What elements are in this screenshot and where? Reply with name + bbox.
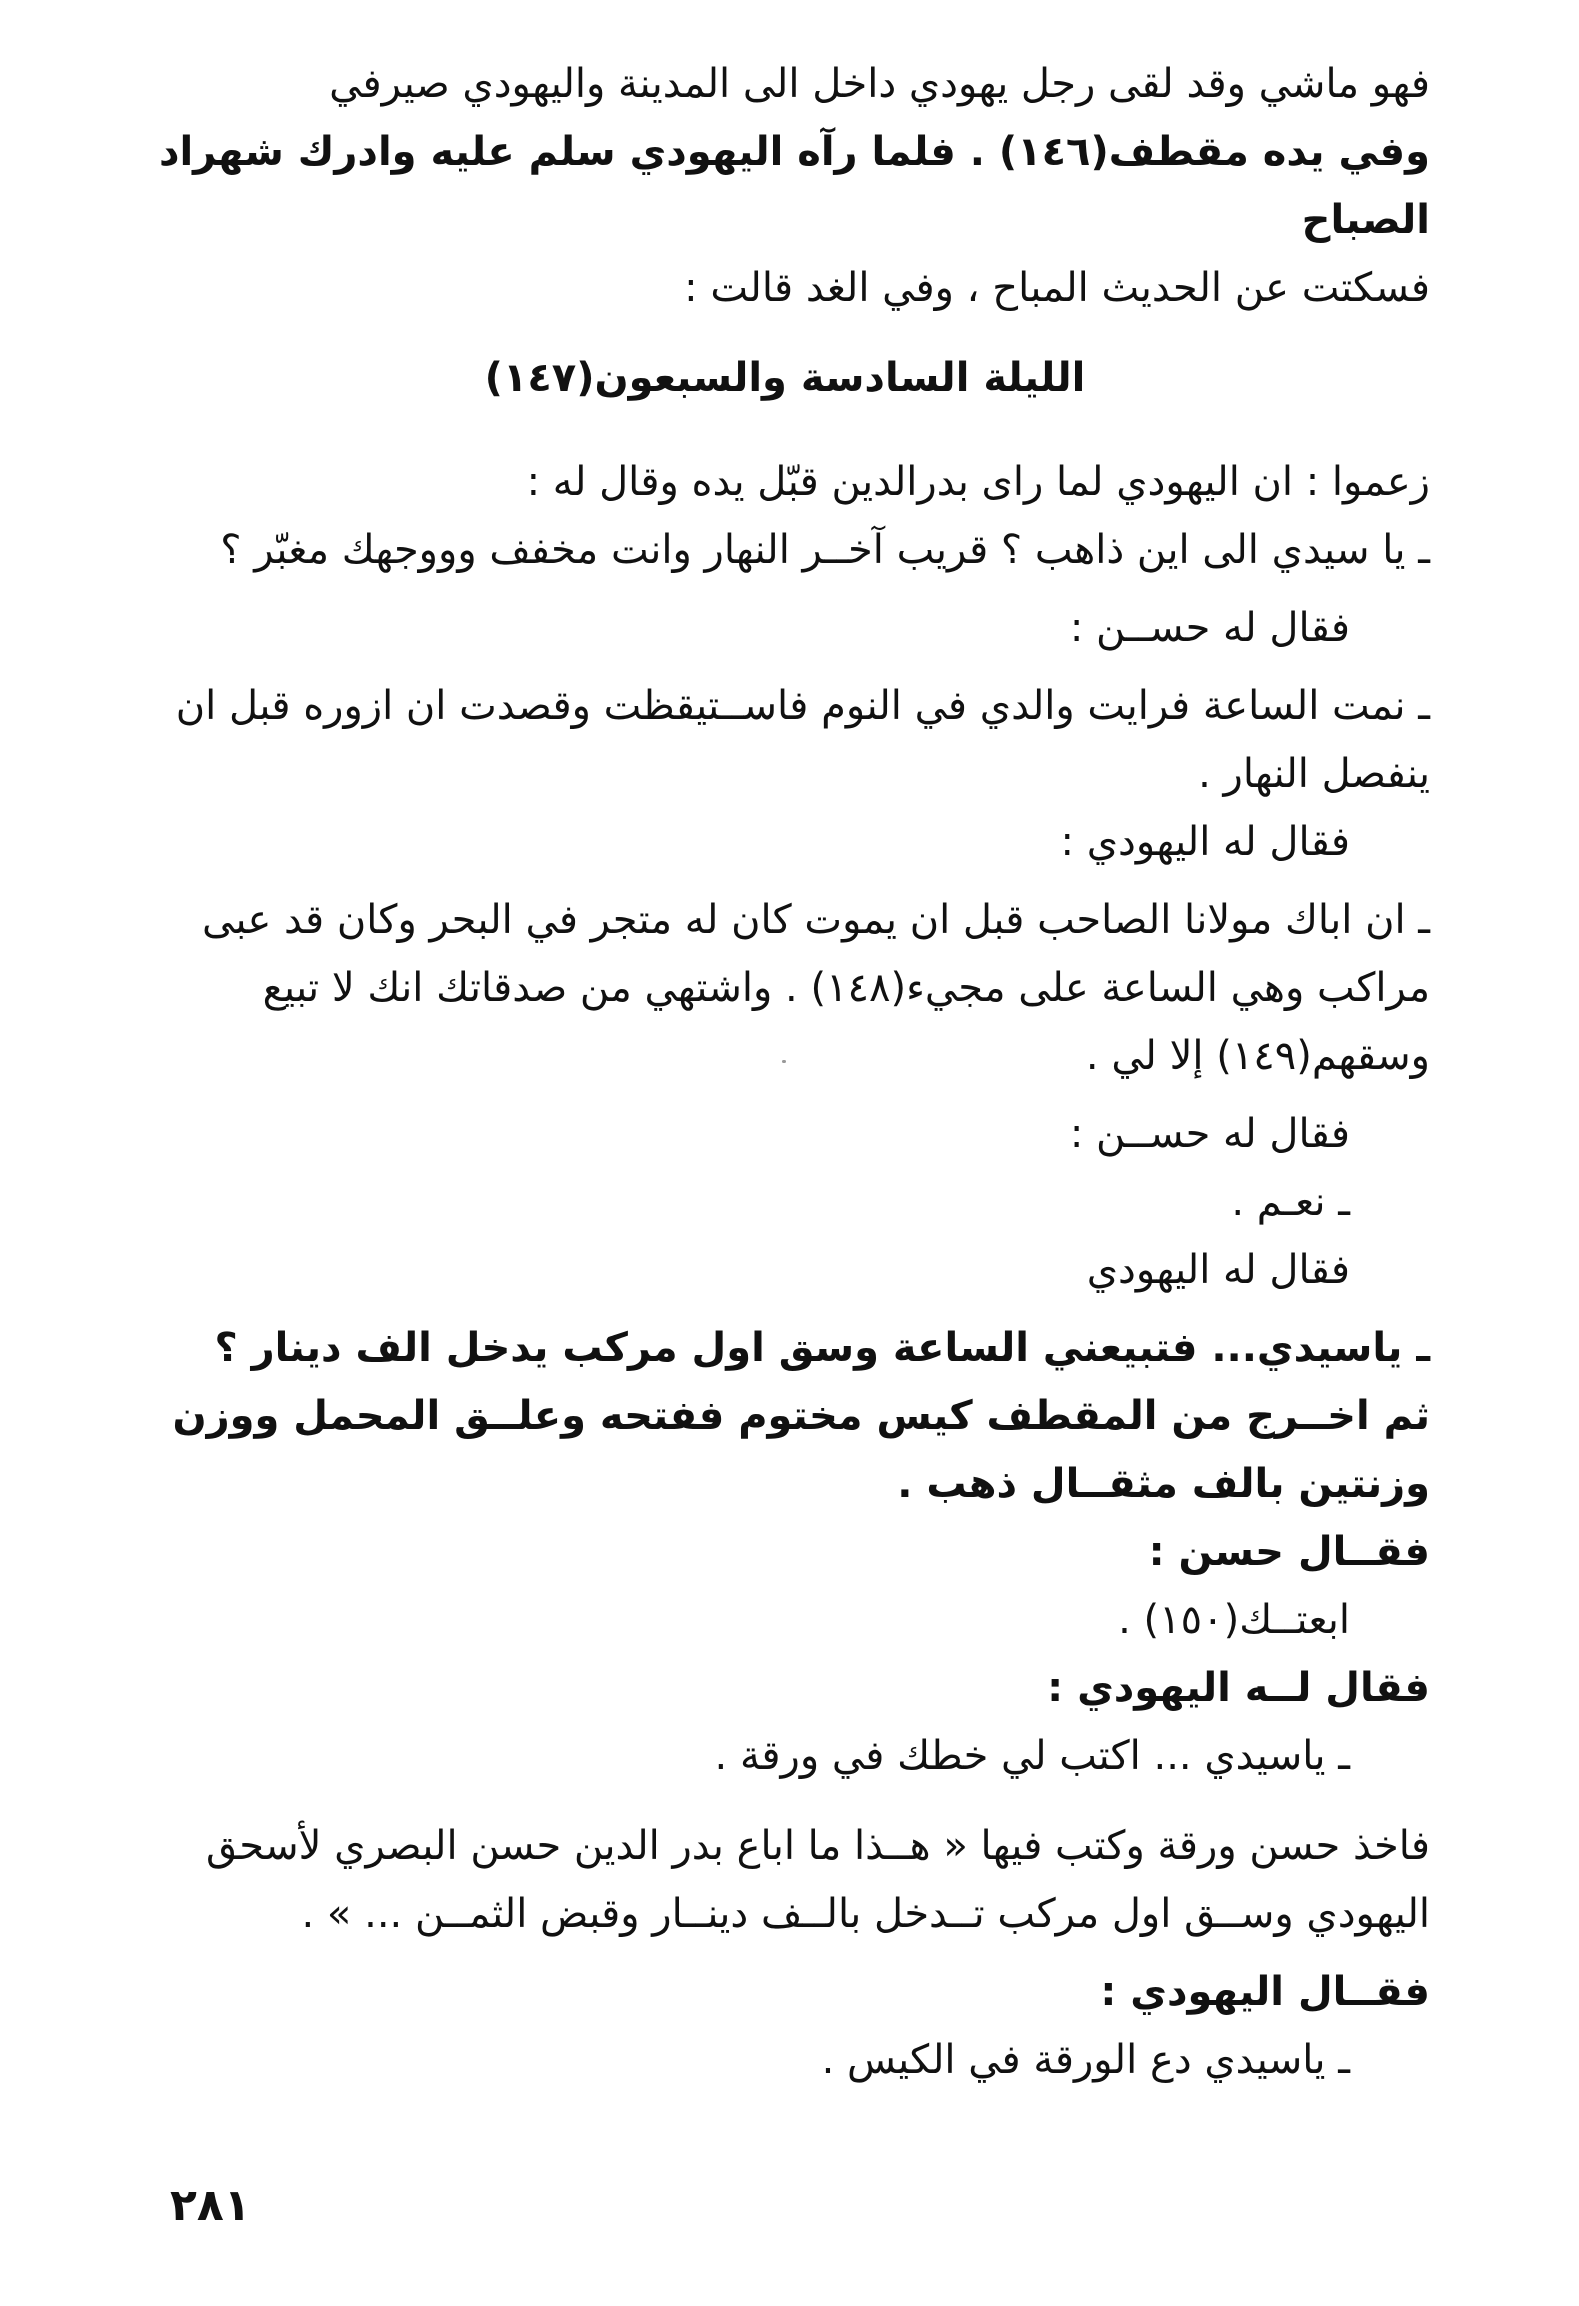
- intro-line-1: فهو ماشي وقد لقى رجل يهودي داخل الى المدينة واليهودي صيرفي: [329, 61, 1430, 107]
- page-number: ٢٨١: [170, 2180, 251, 2231]
- paragraph: فقــال اليهودي :: [1100, 1969, 1430, 2015]
- chapter-title: الليلة السادسة والسبعون(١٤٧): [484, 355, 1086, 401]
- paragraph: ابعتــك(١٥٠) .: [1118, 1597, 1350, 1643]
- paragraph: ـ نعـم .: [1231, 1179, 1350, 1225]
- paragraph: فقال له اليهودي :: [1060, 819, 1350, 865]
- paragraph: ـ ياسيدي ... اكتب لي خطك في ورقة .: [714, 1733, 1350, 1779]
- paragraph: فقال له اليهودي: [1086, 1247, 1350, 1293]
- paragraph: فقال له حســن :: [1069, 1111, 1350, 1157]
- paragraph: ثم اخــرج من المقطف كيس مختوم ففتحه وعلــق المحمل ووزن وزنتين بالف مثقــال ذهب .: [172, 1393, 1430, 1507]
- paragraph: فقــال حسن :: [1148, 1529, 1430, 1575]
- intro-line-2: وفي يده مقطف(١٤٦) . فلما رآه اليهودي سلم عليه وادرك شهراد الصباح: [158, 129, 1430, 243]
- paragraph: ـ ياسيدي دع الورقة في الكيس .: [821, 2037, 1350, 2083]
- paragraph: فقال لــه اليهودي :: [1047, 1665, 1430, 1711]
- intro-line-3: فسكتت عن الحديث المباح ، وفي الغد قالت :: [684, 265, 1430, 311]
- paragraph: ـ ياسيدي... فتبيعني الساعة وسق اول مركب يدخل الف دينار ؟: [214, 1325, 1430, 1371]
- paragraph: زعموا : ان اليهودي لما راى بدرالدين قبّل يده وقال له :: [526, 459, 1430, 505]
- paragraph: ـ يا سيدي الى اين ذاهب ؟ قريب آخــر النهار وانت مخفف وووجهك مغبّر ؟: [220, 527, 1430, 573]
- paragraph: فقال له حســن :: [1069, 605, 1350, 651]
- paragraph: ـ ان اباك مولانا الصاحب قبل ان يموت كان له متجر في البحر وكان قد عبى مراكب وهي الساعة على مجيء(١٤٨) . واشتهي من صدقاتك انك لا تبيع وسقهم(١٤٩) إلا لي .: [202, 897, 1430, 1079]
- paragraph: فاخذ حسن ورقة وكتب فيها « هــذا ما اباع بدر الدين حسن البصري لأسحق اليهودي وســق اول مركب تــدخل بالــف دينــار وقبض الثمــن ... » .: [205, 1823, 1430, 1937]
- book-page: [140, 50, 1430, 2094]
- paragraph: ـ نمت الساعة فرايت والدي في النوم فاســتيقظت وقصدت ان ازوره قبل ان ينفصل النهار .: [175, 683, 1430, 797]
- scan-speck: [782, 1060, 786, 1063]
